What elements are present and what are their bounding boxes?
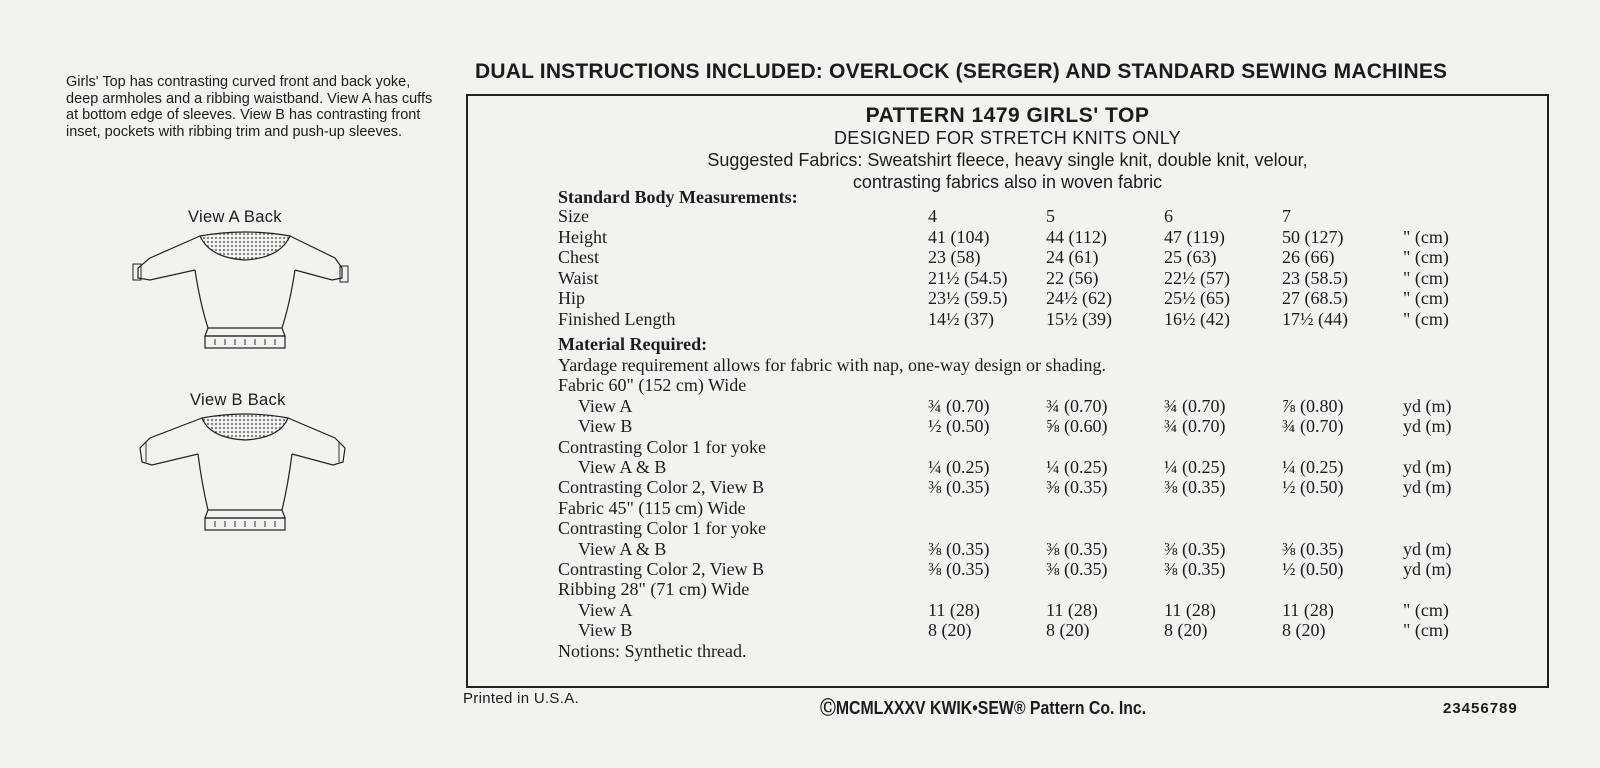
table-row bbox=[468, 355, 1547, 376]
size-6-value: 25 (63) bbox=[1164, 247, 1217, 267]
size-7-value: 50 (127) bbox=[1282, 226, 1344, 247]
unit-label: " (cm) bbox=[1403, 599, 1449, 620]
table-row bbox=[468, 396, 1547, 417]
size-6-value: 16½ (42) bbox=[1164, 308, 1230, 329]
table-row bbox=[468, 375, 1547, 396]
row-label: Contrasting Color 2, View B bbox=[558, 477, 765, 498]
size-7-value: 23 (58.5) bbox=[1282, 267, 1348, 288]
row-label: Yardage requirement allows for fabric with nap, one-way design or shading. bbox=[558, 355, 1107, 375]
unit-label: yd (m) bbox=[1403, 538, 1452, 559]
size-7-value: ½ (0.50) bbox=[1282, 559, 1344, 579]
size-6-value: ⅜ (0.35) bbox=[1164, 477, 1226, 498]
size-4-value: 41 (104) bbox=[928, 226, 990, 247]
size-4-value: 8 (20) bbox=[928, 620, 972, 641]
row-label: View A & B bbox=[578, 457, 667, 477]
size-6-value: ⅜ (0.35) bbox=[1164, 559, 1226, 579]
row-label: Fabric 60" (152 cm) Wide bbox=[558, 375, 747, 396]
size-7-value: 27 (68.5) bbox=[1282, 288, 1348, 308]
size-5-value: ⅜ (0.35) bbox=[1046, 477, 1108, 498]
unit-label: " (cm) bbox=[1403, 620, 1449, 641]
size-5-value: 44 (112) bbox=[1046, 226, 1107, 247]
size-5-value: 5 bbox=[1046, 206, 1055, 226]
size-5-value: 11 (28) bbox=[1046, 599, 1098, 620]
row-label: View B bbox=[578, 416, 633, 437]
row-label: Height bbox=[558, 226, 607, 247]
unit-label: yd (m) bbox=[1403, 559, 1452, 579]
table-row bbox=[468, 457, 1547, 478]
pattern-title: PATTERN 1479 GIRLS' TOP bbox=[865, 104, 1150, 127]
size-4-value: 23 (58) bbox=[928, 247, 981, 267]
row-label: Size bbox=[558, 206, 589, 226]
view-b-back-sketch bbox=[130, 410, 360, 538]
size-5-value: 22 (56) bbox=[1046, 267, 1099, 288]
size-7-value: 7 bbox=[1282, 206, 1291, 226]
pattern-info-box bbox=[466, 94, 1549, 688]
size-6-value: 22½ (57) bbox=[1164, 267, 1230, 288]
table-row bbox=[468, 247, 1547, 268]
suggested-fabrics-line2: contrasting fabrics also in woven fabric bbox=[852, 172, 1163, 192]
size-6-value: 47 (119) bbox=[1164, 226, 1225, 247]
size-6-value: ⅜ (0.35) bbox=[1164, 538, 1226, 559]
size-6-value: 25½ (65) bbox=[1164, 288, 1230, 308]
size-4-value: 21½ (54.5) bbox=[928, 267, 1008, 288]
size-5-value: ¾ (0.70) bbox=[1046, 395, 1108, 416]
table-row bbox=[468, 416, 1547, 437]
size-5-value: ⅜ (0.35) bbox=[1046, 538, 1108, 559]
row-label: Hip bbox=[558, 288, 585, 308]
suggested-fabrics-line1: Suggested Fabrics: Sweatshirt fleece, heavy single knit, double knit, velour, bbox=[707, 150, 1308, 170]
size-7-value: ½ (0.50) bbox=[1282, 477, 1344, 498]
size-5-value: 24 (61) bbox=[1046, 247, 1099, 267]
size-4-value: ¾ (0.70) bbox=[928, 395, 990, 416]
size-4-value: ½ (0.50) bbox=[928, 416, 990, 437]
printed-in: Printed in U.S.A. bbox=[463, 690, 579, 707]
material-required-heading: Material Required: bbox=[558, 334, 708, 354]
size-4-value: 14½ (37) bbox=[928, 308, 994, 329]
table-row bbox=[468, 288, 1547, 309]
row-label: Ribbing 28" (71 cm) Wide bbox=[558, 579, 750, 600]
size-6-value: ¾ (0.70) bbox=[1164, 395, 1226, 416]
size-4-value: 23½ (59.5) bbox=[928, 288, 1008, 308]
view-a-back-sketch bbox=[130, 228, 360, 356]
size-6-value: ¾ (0.70) bbox=[1164, 416, 1226, 437]
size-5-value: 15½ (39) bbox=[1046, 308, 1112, 329]
body-measurements-heading: Standard Body Measurements: bbox=[558, 187, 798, 207]
table-row bbox=[468, 579, 1547, 600]
size-4-value: 4 bbox=[928, 206, 937, 226]
unit-label: " (cm) bbox=[1403, 247, 1449, 267]
unit-label: " (cm) bbox=[1403, 308, 1449, 329]
pattern-subtitle: DESIGNED FOR STRETCH KNITS ONLY bbox=[833, 128, 1181, 148]
row-label: Finished Length bbox=[558, 308, 676, 329]
size-4-value: 11 (28) bbox=[928, 599, 980, 620]
row-label: Waist bbox=[558, 267, 599, 288]
table-row bbox=[468, 559, 1547, 580]
size-7-value: 11 (28) bbox=[1282, 599, 1334, 620]
view-a-label: View A Back bbox=[188, 208, 282, 226]
size-7-value: 17½ (44) bbox=[1282, 308, 1348, 329]
view-b-label: View B Back bbox=[190, 391, 286, 409]
size-6-value: 6 bbox=[1164, 206, 1173, 226]
table-row bbox=[468, 227, 1547, 248]
headline: DUAL INSTRUCTIONS INCLUDED: OVERLOCK (SERGER) AND STANDARD SEWING MACHINES bbox=[475, 60, 1448, 83]
size-5-value: ⅝ (0.60) bbox=[1046, 416, 1108, 437]
size-4-value: ¼ (0.25) bbox=[928, 457, 990, 477]
row-label: View A bbox=[578, 395, 633, 416]
size-4-value: ⅜ (0.35) bbox=[928, 559, 990, 579]
table-row bbox=[468, 268, 1547, 289]
row-label: Contrasting Color 1 for yoke bbox=[558, 518, 766, 539]
row-label: View B bbox=[578, 620, 633, 641]
size-7-value: 8 (20) bbox=[1282, 620, 1326, 641]
table-row bbox=[468, 206, 1547, 227]
pattern-description: Girls' Top has contrasting curved front and back yoke, deep armholes and a ribbing waistband. View A has cuffs at bottom edge of sleeves. View B has contrasting front inset, pockets with ribbing trim and push-up sleeves. bbox=[66, 74, 433, 140]
size-5-value: ⅜ (0.35) bbox=[1046, 559, 1108, 579]
size-5-value: 8 (20) bbox=[1046, 620, 1090, 641]
unit-label: " (cm) bbox=[1403, 226, 1449, 247]
unit-label: yd (m) bbox=[1403, 416, 1452, 437]
pattern-code: 23456789 bbox=[1443, 700, 1518, 717]
unit-label: yd (m) bbox=[1403, 457, 1452, 477]
table-row bbox=[468, 477, 1547, 498]
size-6-value: 8 (20) bbox=[1164, 620, 1208, 641]
row-label: Fabric 45" (115 cm) Wide bbox=[558, 497, 746, 518]
table-row bbox=[468, 498, 1547, 519]
table-row bbox=[468, 641, 1547, 662]
size-7-value: ⅜ (0.35) bbox=[1282, 538, 1344, 559]
table-row bbox=[468, 539, 1547, 560]
unit-label: yd (m) bbox=[1403, 477, 1452, 498]
row-label: Chest bbox=[558, 247, 600, 267]
size-6-value: ¼ (0.25) bbox=[1164, 457, 1226, 477]
unit-label: " (cm) bbox=[1403, 267, 1449, 288]
row-label: Contrasting Color 2, View B bbox=[558, 559, 765, 579]
copyright: ⒸMCMLXXXV KWIK•SEW® Pattern Co. Inc. bbox=[820, 698, 1147, 718]
table-row bbox=[468, 437, 1547, 458]
row-label: Contrasting Color 1 for yoke bbox=[558, 436, 766, 457]
size-7-value: ¼ (0.25) bbox=[1282, 457, 1344, 477]
table-row bbox=[468, 620, 1547, 641]
size-5-value: ¼ (0.25) bbox=[1046, 457, 1108, 477]
unit-label: yd (m) bbox=[1403, 395, 1452, 416]
table-row bbox=[468, 518, 1547, 539]
table-row bbox=[468, 309, 1547, 330]
size-4-value: ⅜ (0.35) bbox=[928, 477, 990, 498]
size-7-value: ⅞ (0.80) bbox=[1282, 395, 1344, 416]
unit-label: " (cm) bbox=[1403, 288, 1449, 308]
size-7-value: ¾ (0.70) bbox=[1282, 416, 1344, 437]
size-6-value: 11 (28) bbox=[1164, 599, 1216, 620]
row-label: View A & B bbox=[578, 538, 667, 559]
size-5-value: 24½ (62) bbox=[1046, 288, 1112, 308]
size-7-value: 26 (66) bbox=[1282, 247, 1335, 267]
row-label: View A bbox=[578, 599, 633, 620]
table-row bbox=[468, 600, 1547, 621]
row-label: Notions: Synthetic thread. bbox=[558, 640, 747, 661]
size-4-value: ⅜ (0.35) bbox=[928, 538, 990, 559]
